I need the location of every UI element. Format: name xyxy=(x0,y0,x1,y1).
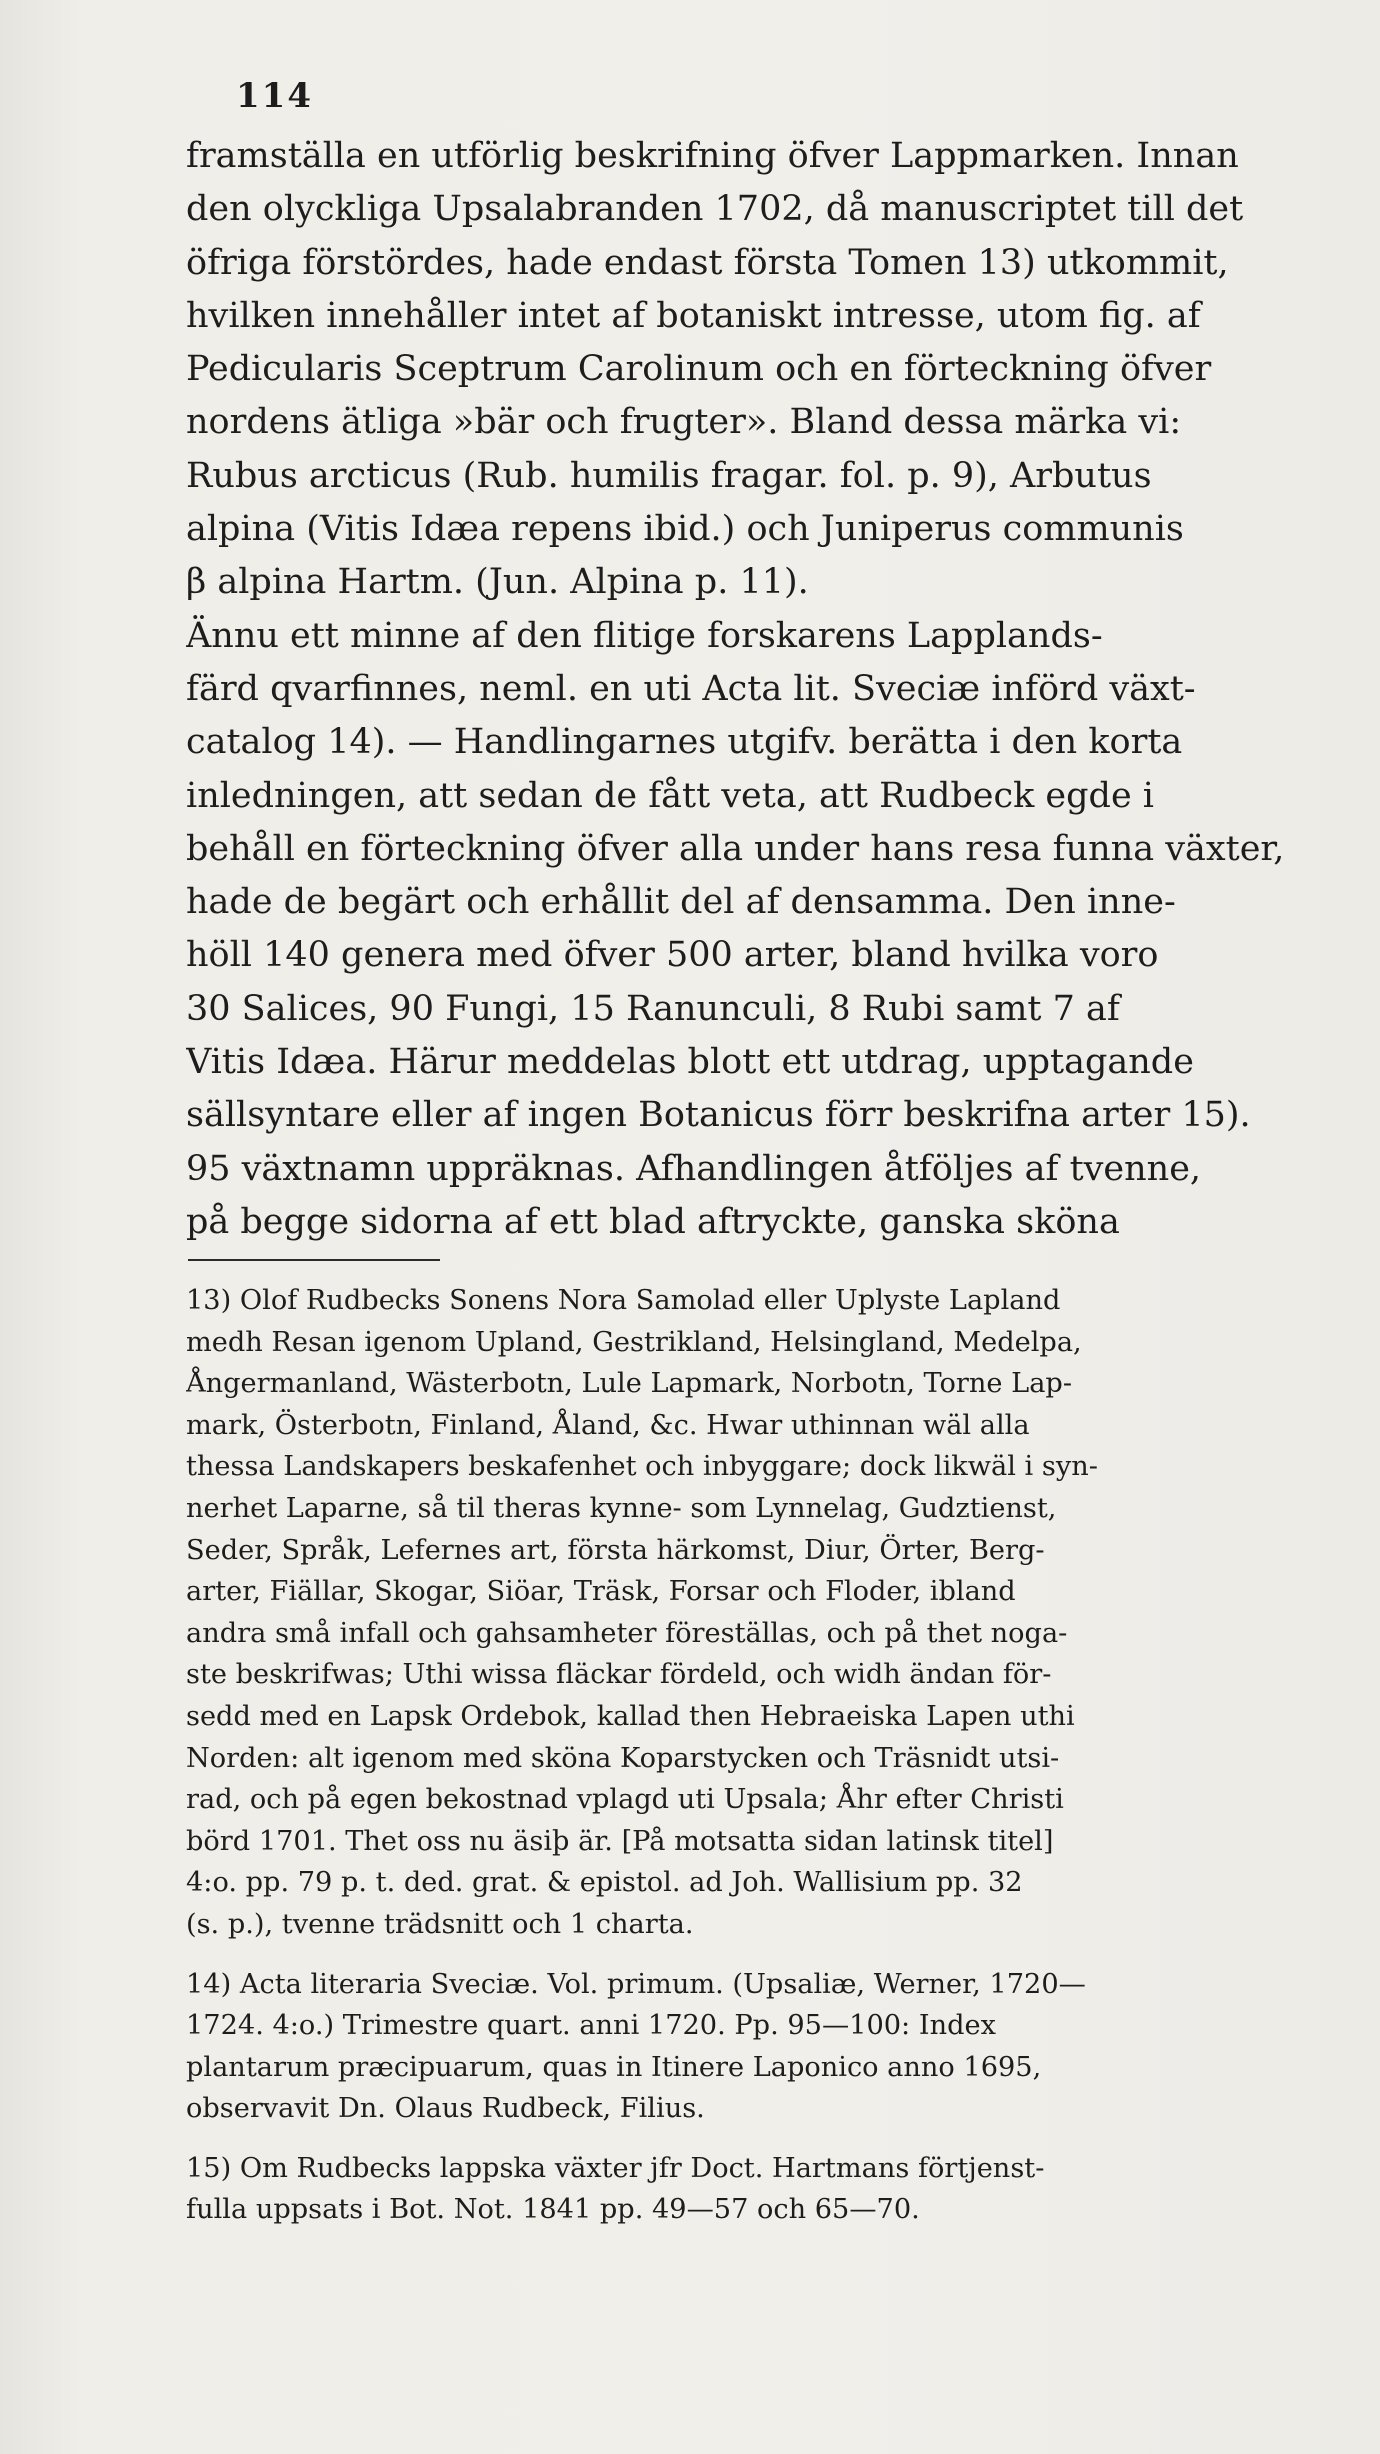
footnote-line: rad, och på egen bekostnad vplagd uti Upsala; Åhr efter Christi xyxy=(186,1784,1064,1816)
footnote-line: ste beskrifwas; Uthi wissa fläckar fördeld, och widh ändan för- xyxy=(186,1659,1052,1691)
body-line: höll 140 genera med öfver 500 arter, bland hvilka voro xyxy=(186,935,1159,976)
body-line: på begge sidorna af ett blad aftryckte, ganska sköna xyxy=(186,1201,1120,1242)
footnote-line: Ångermanland, Wästerbotn, Lule Lapmark, Norbotn, Torne Lap- xyxy=(186,1368,1073,1400)
footnote-line: (s. p.), tvenne trädsnitt och 1 charta. xyxy=(186,1908,694,1940)
body-line: 30 Salices, 90 Fungi, 15 Ranunculi, 8 Rubi samt 7 af xyxy=(186,988,1120,1029)
body-line: Ännu ett minne af den flitige forskarens Lapplands- xyxy=(186,615,1103,656)
footnote-line: mark, Österbotn, Finland, Åland, &c. Hwar uthinnan wäl alla xyxy=(186,1409,1030,1441)
footnote-line: Seder, Språk, Lefernes art, första härkomst, Diur, Örter, Berg- xyxy=(186,1534,1045,1566)
footnote-line: fulla uppsats i Bot. Not. 1841 pp. 49—57 och 65—70. xyxy=(186,2194,920,2226)
page-number: 114 xyxy=(236,76,313,116)
body-line: hvilken innehåller intet af botaniskt intresse, utom fig. af xyxy=(186,295,1201,336)
footnote-line: 15) Om Rudbecks lappska växter jfr Doct. Hartmans förtjenst- xyxy=(186,2152,1045,2184)
body-line: β alpina Hartm. (Jun. Alpina p. 11). xyxy=(186,562,809,603)
footnote-line: nerhet Laparne, så til theras kynne- som Lynnelag, Gudztienst, xyxy=(186,1492,1057,1524)
footnote-line: 13) Olof Rudbecks Sonens Nora Samolad eller Uplyste Lapland xyxy=(186,1285,1061,1316)
body-line: Rubus arcticus (Rub. humilis fragar. fol. p. 9), Arbutus xyxy=(186,455,1152,496)
footnote-line: 4:o. pp. 79 p. t. ded. grat. & epistol. ad Joh. Wallisium pp. 32 xyxy=(186,1867,1023,1899)
footnote-divider xyxy=(188,1259,440,1261)
body-line: Vitis Idæa. Härur meddelas blott ett utdrag, upptagande xyxy=(186,1042,1194,1083)
footnotes xyxy=(186,1280,1298,2231)
body-line: catalog 14). — Handlingarnes utgifv. berätta i den korta xyxy=(186,722,1183,763)
footnote-14 xyxy=(186,1964,1298,2130)
body-line: alpina (Vitis Idæa repens ibid.) och Juniperus communis xyxy=(186,509,1184,550)
body-line: färd qvarfinnes, neml. en uti Acta lit. Sveciæ införd växt- xyxy=(186,668,1196,709)
body-line: Pedicularis Sceptrum Carolinum och en förteckning öfver xyxy=(186,349,1212,390)
body-line: sällsyntare eller af ingen Botanicus förr beskrifna arter 15). xyxy=(186,1095,1251,1136)
footnote-line: börd 1701. Thet oss nu äsiþ är. [På motsatta sidan latinsk titel] xyxy=(186,1825,1054,1857)
body-text xyxy=(186,130,1298,1249)
body-line: den olyckliga Upsalabranden 1702, då manuscriptet till det xyxy=(186,189,1244,230)
footnote-13 xyxy=(186,1280,1298,1946)
footnote-line: thessa Landskapers beskafenhet och inbyggare; dock likwäl i syn- xyxy=(186,1451,1098,1483)
footnote-line: Norden: alt igenom med sköna Koparstycken och Träsnidt utsi- xyxy=(186,1742,1060,1774)
body-line: öfriga förstördes, hade endast första Tomen 13) utkommit, xyxy=(186,242,1229,283)
body-line: nordens ätliga »bär och frugter». Bland dessa märka vi: xyxy=(186,402,1182,443)
body-line: framställa en utförlig beskrifning öfver Lappmarken. Innan xyxy=(186,136,1239,176)
footnote-15 xyxy=(186,2148,1298,2231)
footnote-line: 14) Acta literaria Sveciæ. Vol. primum. (Upsaliæ, Werner, 1720— xyxy=(186,1968,1086,2000)
body-line: behåll en förteckning öfver alla under hans resa funna växter, xyxy=(186,828,1285,869)
footnote-line: observavit Dn. Olaus Rudbeck, Filius. xyxy=(186,2093,705,2125)
body-line: hade de begärt och erhållit del af densamma. Den inne- xyxy=(186,882,1176,923)
footnote-line: medh Resan igenom Upland, Gestrikland, Helsingland, Medelpa, xyxy=(186,1326,1082,1358)
footnote-line: sedd med en Lapsk Ordebok, kallad then Hebraeiska Lapen uthi xyxy=(186,1700,1075,1732)
footnote-line: plantarum præcipuarum, quas in Itinere Laponico anno 1695, xyxy=(186,2051,1042,2083)
footnote-line: arter, Fiällar, Skogar, Siöar, Träsk, Forsar och Floder, ibland xyxy=(186,1576,1016,1608)
body-line: 95 växtnamn uppräknas. Afhandlingen åtföljes af tvenne, xyxy=(186,1148,1202,1189)
footnote-line: 1724. 4:o.) Trimestre quart. anni 1720. Pp. 95—100: Index xyxy=(186,2010,996,2042)
footnote-line: andra små infall och gahsamheter föreställas, och på thet noga- xyxy=(186,1617,1068,1649)
body-line: inledningen, att sedan de fått veta, att Rudbeck egde i xyxy=(186,775,1154,816)
